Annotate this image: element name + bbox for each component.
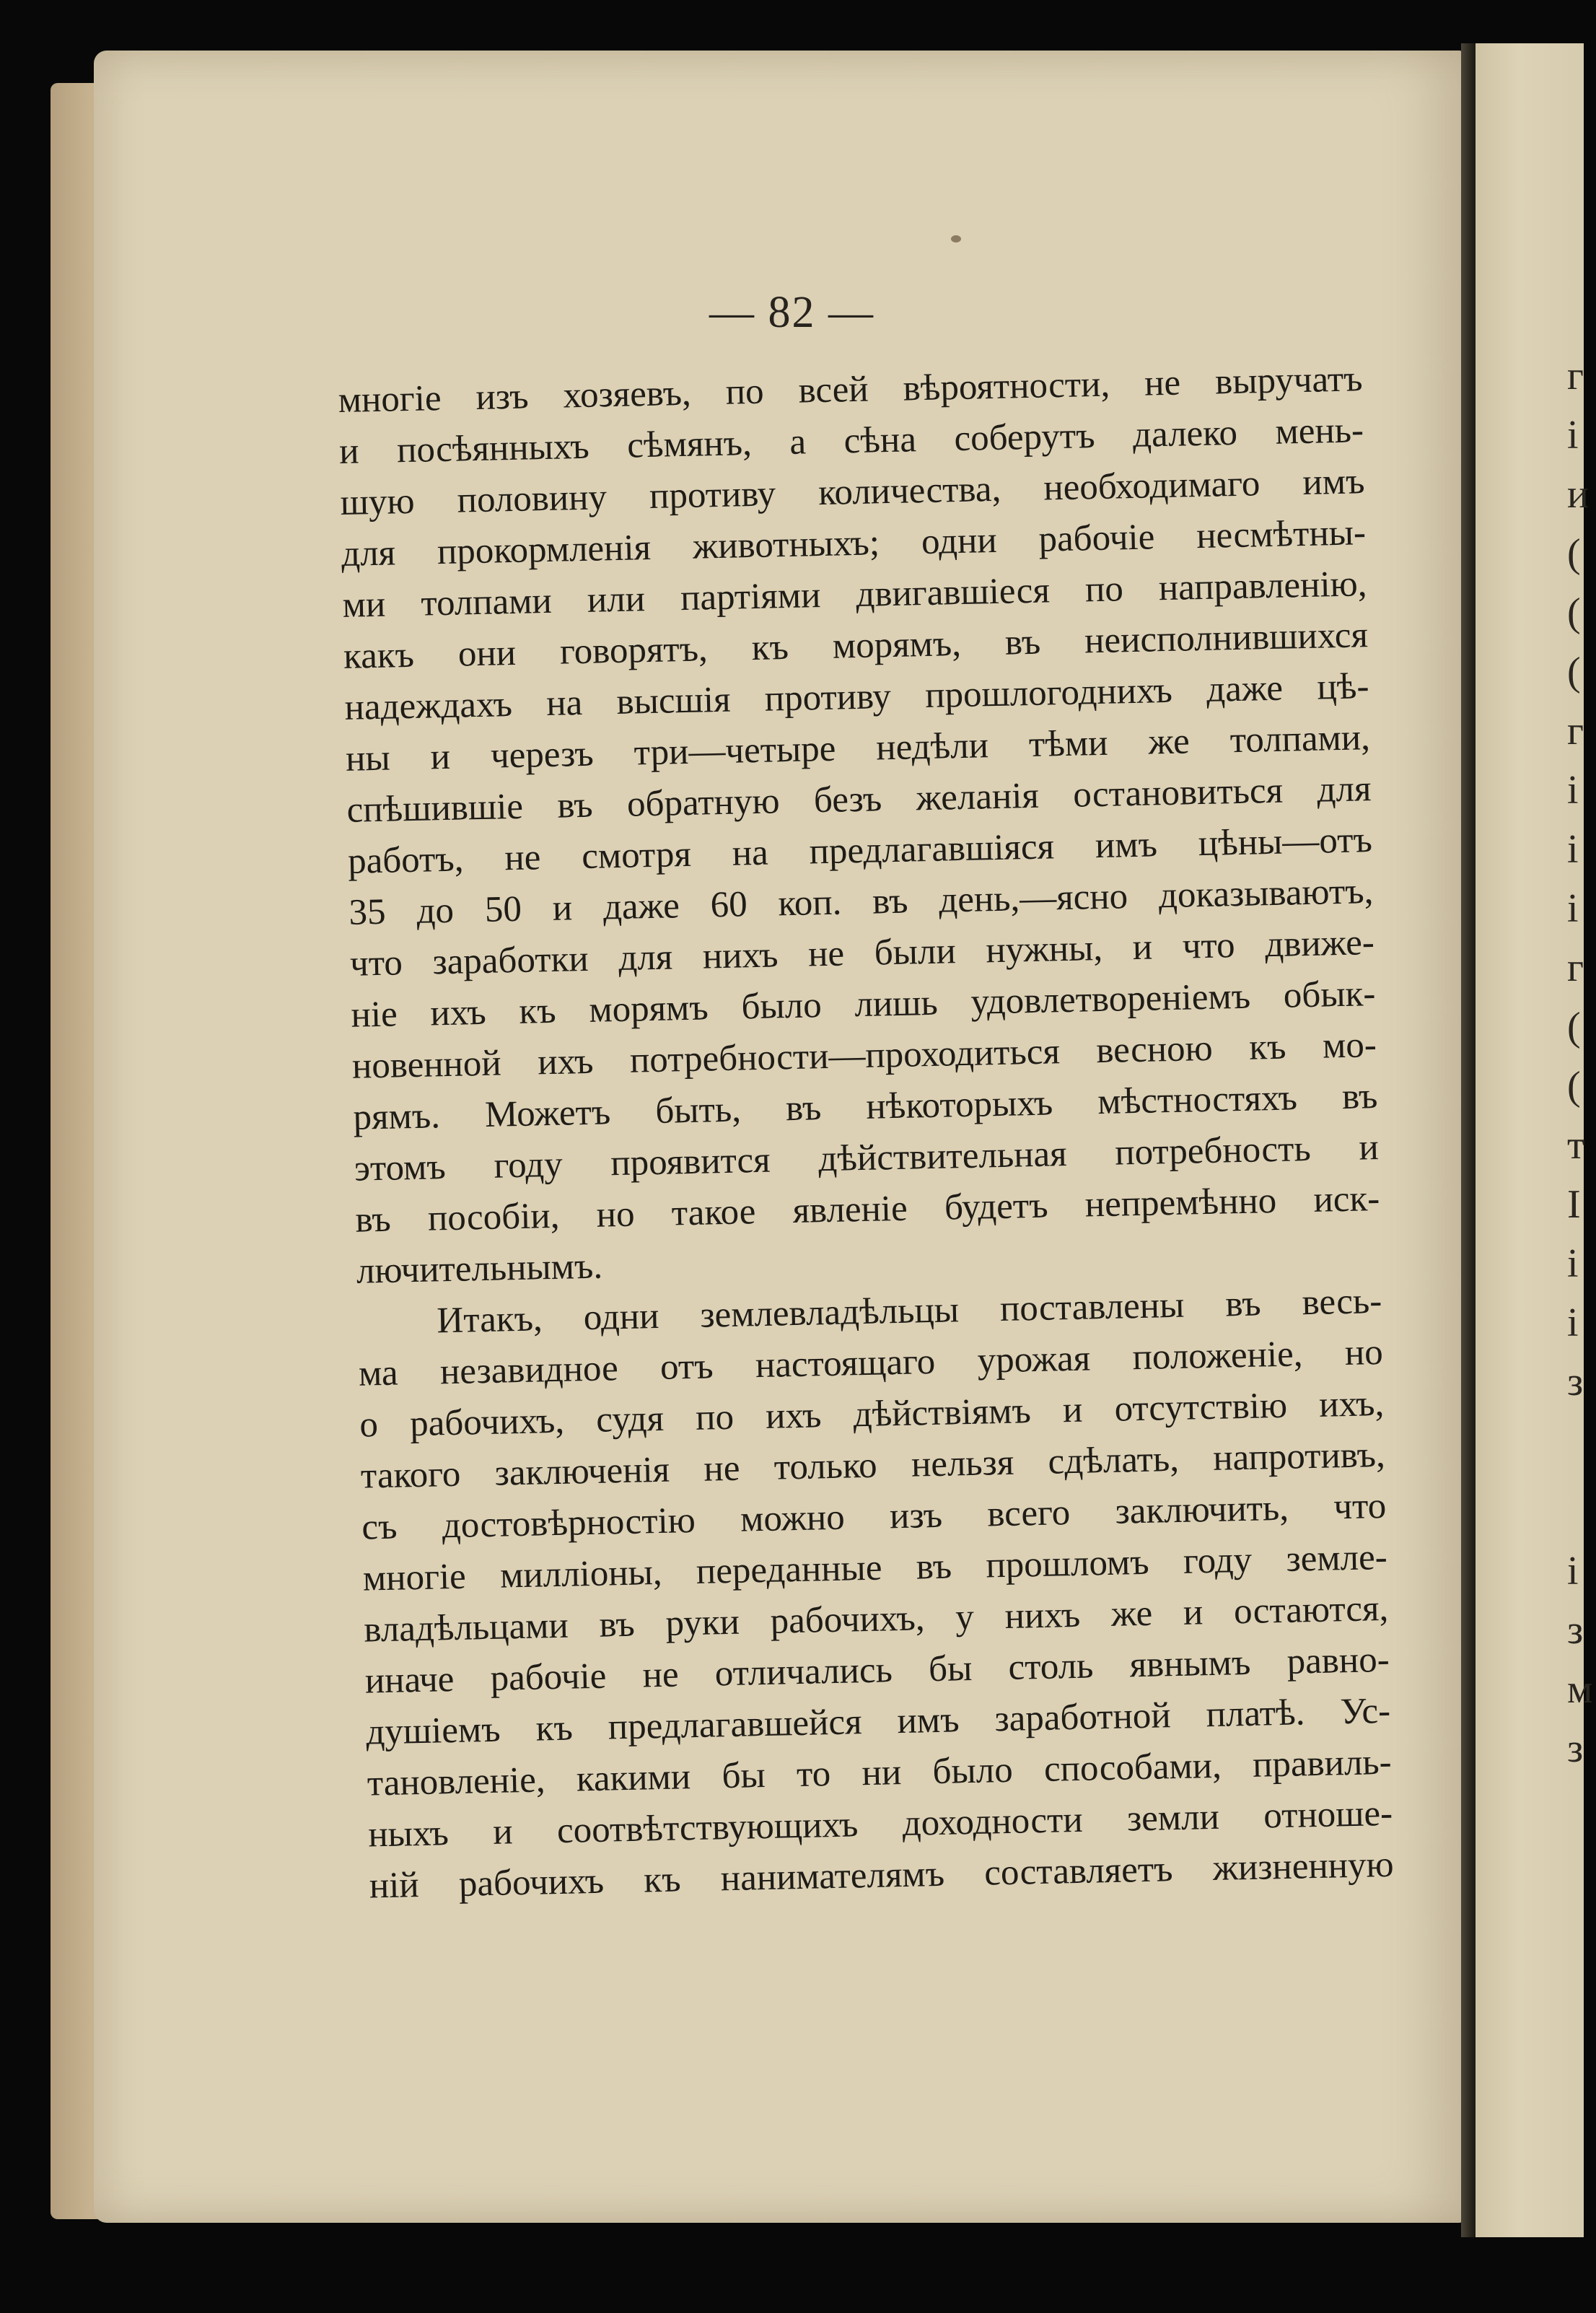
facing-letter: г [1567,945,1584,990]
facing-letter: і [1567,827,1579,872]
text-line: 35 до 50 и даже 60 коп. въ день,—ясно доказываютъ, [348,871,1374,933]
text-line: ныхъ и соотвѣтствующихъ доходности земли отноше- [367,1793,1393,1855]
facing-letter: з [1567,1360,1584,1404]
text-line: многіе милліоны, переданные въ прошломъ году земле- [362,1536,1388,1599]
text-line: и посѣянныхъ сѣмянъ, а сѣна соберутъ далеко мень- [338,410,1364,472]
facing-letter: г [1567,354,1584,398]
text-line: работъ, не смотря на предлагавшіяся имъ цѣны—отъ [347,820,1373,882]
text-line: для прокормленія животныхъ; одни рабочіе несмѣтны- [341,512,1367,574]
facing-letter: г [1567,709,1584,753]
text-line: владѣльцами въ руки рабочихъ, у нихъ же и остаются, [363,1588,1389,1650]
facing-letter: і [1567,1549,1579,1593]
text-line: о рабочихъ, судя по ихъ дѣйствіямъ и отсутствію ихъ, [359,1383,1385,1446]
facing-letter: і [1567,413,1579,458]
page-number: — 82 — [709,288,874,337]
facing-letter: и [1567,472,1589,517]
text-line: Итакъ, одни землевладѣльцы поставлены въ весь- [436,1280,1382,1342]
facing-letter: т [1567,1123,1585,1168]
text-line: ма незавидное отъ настоящаго урожая положеніе, но [358,1332,1384,1394]
text-line: что заработки для нихъ не были нужны, и что движе- [349,922,1375,984]
facing-letter: і [1567,886,1579,931]
facing-letter: І [1567,1182,1581,1227]
text-line: такого заключенія не только нельзя сдѣлать, напротивъ, [360,1434,1386,1497]
text-line: многіе изъ хозяевъ, по всей вѣроятности, не выручатъ [338,359,1364,421]
text-line: новенной ихъ потребности—проходиться весною къ мо- [351,1025,1377,1087]
facing-letter: ( [1567,1005,1581,1049]
text-line: ніе ихъ къ морямъ было лишь удовлетвореніемъ обык- [350,974,1376,1036]
text-line: лючительнымъ. [356,1246,603,1292]
text-line: ны и черезъ три—четыре недѣли тѣми же толпами, [345,717,1371,779]
text-line: какъ они говорятъ, къ морямъ, въ неисполнившихся [343,615,1369,677]
book-gutter [1461,43,1476,2237]
text-line: ній рабочихъ къ нанимателямъ составляетъ жизненную [369,1844,1395,1907]
facing-letter: з [1567,1608,1584,1653]
facing-letter: ( [1567,1064,1581,1109]
text-line: спѣшившіе въ обратную безъ желанія остановиться для [346,769,1372,831]
text-line: рямъ. Можетъ быть, въ нѣкоторыхъ мѣстностяхъ въ [352,1076,1378,1138]
facing-letter: ( [1567,650,1581,694]
facing-letter: ( [1567,590,1581,635]
facing-letter: м [1567,1667,1593,1712]
facing-page-text [1567,346,1596,1778]
body-text [338,354,1394,1912]
text-line: въ пособіи, но такое явленіе будетъ непремѣнно иск- [354,1179,1380,1241]
facing-letter: і [1567,1241,1579,1286]
text-line: душіемъ къ предлагавшейся имъ заработной платѣ. Ус- [365,1690,1391,1753]
text-line: этомъ году проявится дѣйствительная потребность и [354,1127,1380,1189]
text-line: ми толпами или партіями двигавшіеся по направленію, [342,564,1367,626]
facing-gap [1567,1412,1596,1542]
text-line: надеждахъ на высшія противу прошлогоднихъ даже цѣ- [344,666,1369,728]
facing-letter: і [1567,1300,1579,1345]
paper-speck [951,235,961,242]
facing-letter: і [1567,768,1579,813]
text-line: тановленіе, какими бы то ни было способами, правиль- [367,1741,1393,1804]
facing-letter: ( [1567,531,1581,576]
text-line: шую половину противу количества, необходимаго имъ [340,461,1365,523]
text-line: иначе рабочіе не отличались бы столь явнымъ равно- [364,1639,1390,1702]
facing-letter: з [1567,1726,1584,1771]
text-line: съ достовѣрностію можно изъ всего заключить, что [361,1485,1387,1548]
